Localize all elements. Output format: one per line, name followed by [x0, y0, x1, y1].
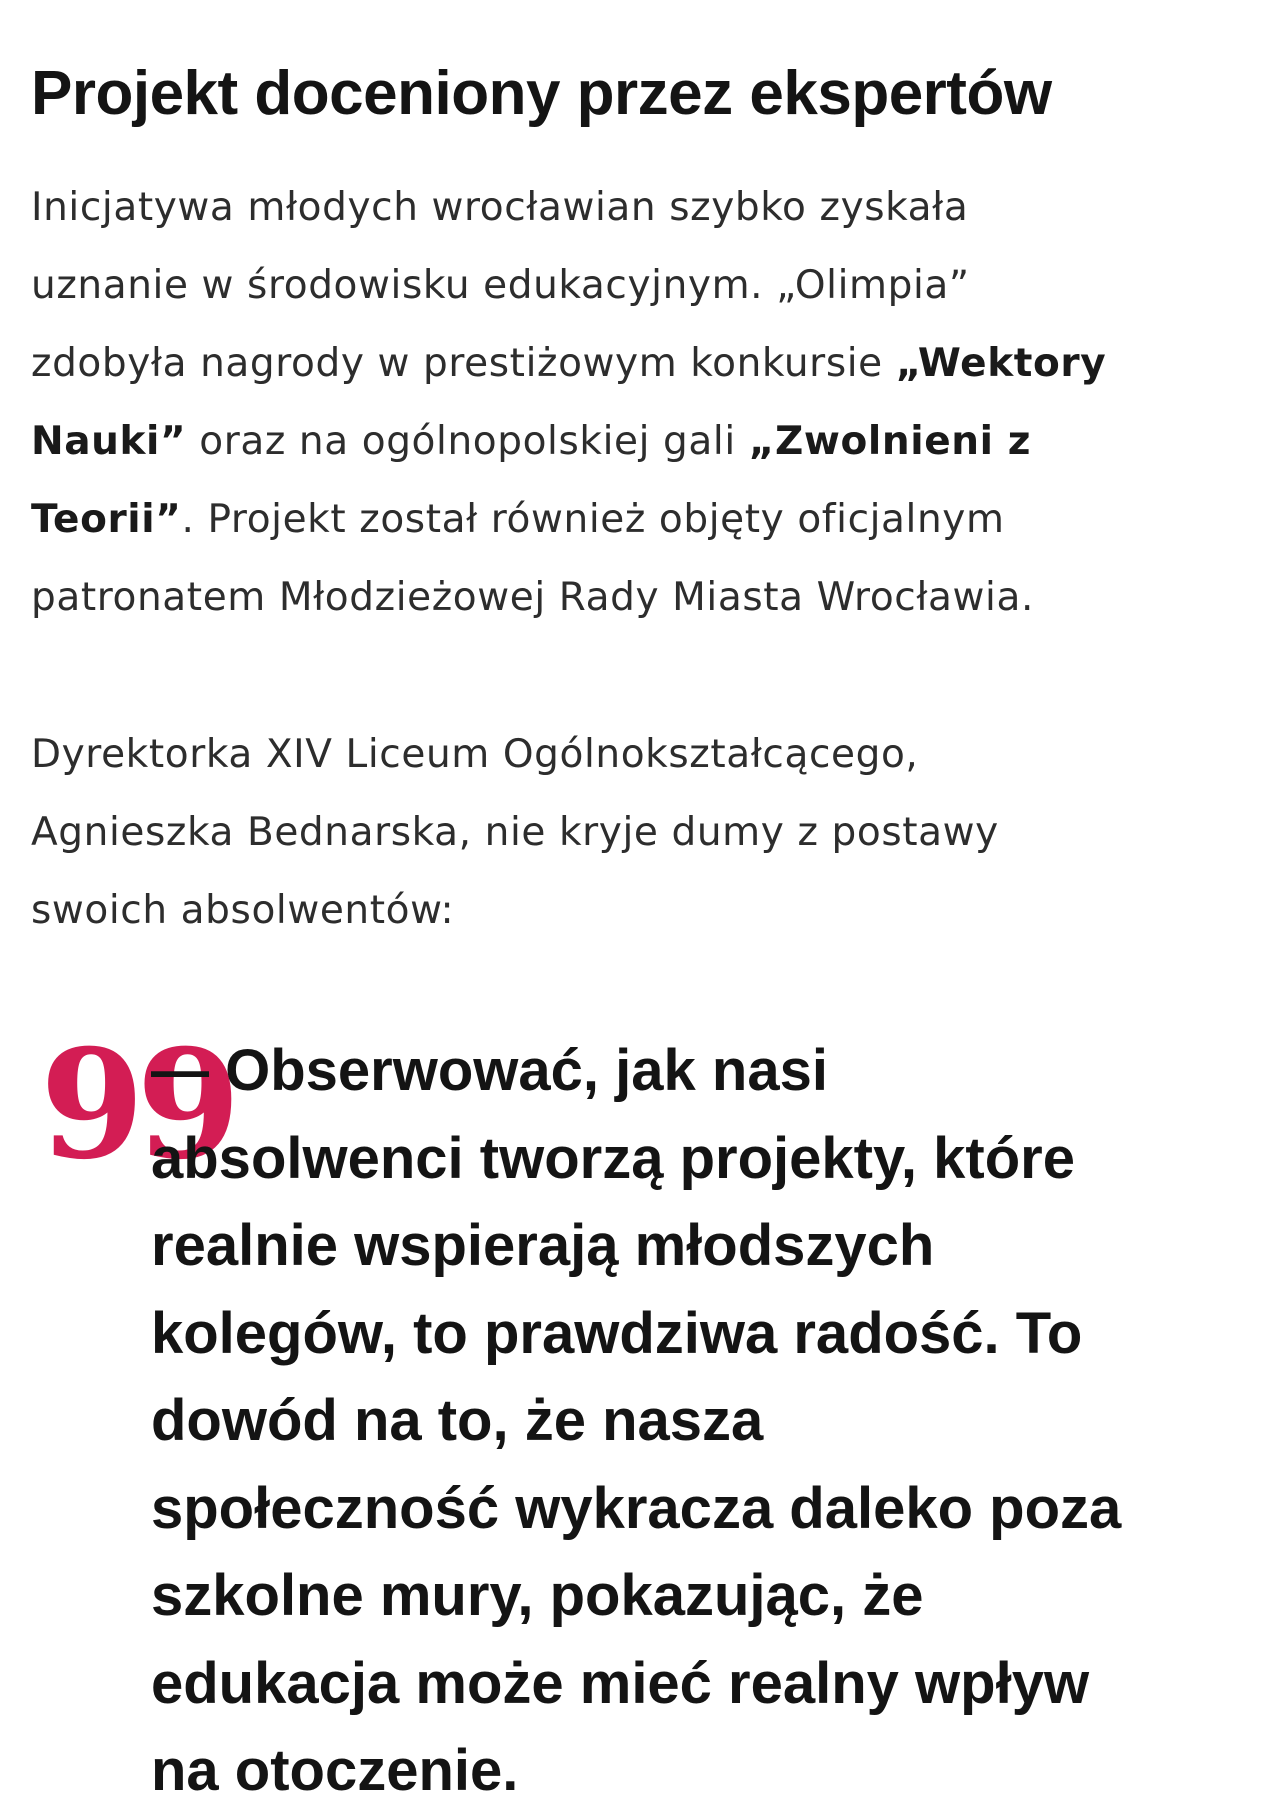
paragraph-line — [31, 403, 1106, 481]
paragraph-line — [31, 481, 1106, 559]
paragraph-text: oraz na ogólnopolskiej gali — [186, 419, 749, 464]
paragraph-line: patronatem Młodzieżowej Rady Miasta Wrocławia. — [31, 575, 1034, 620]
paragraph-director — [31, 716, 999, 950]
quote-line: — Obserwować, jak nasi — [151, 1038, 828, 1103]
award-name-zwolnieni-z-teorii-end: Teorii” — [31, 497, 182, 542]
quote-mark-icon: 99 — [40, 1017, 233, 1193]
quote-line: absolwenci tworzą projekty, które — [151, 1125, 1075, 1191]
paragraph-line — [31, 325, 1106, 403]
quote-line: społeczność wykracza daleko poza — [151, 1475, 1122, 1541]
quote-line: edukacja może mieć realny wpływ — [151, 1650, 1090, 1716]
award-name-wektory-nauki-end: Nauki” — [31, 419, 187, 464]
quote-line: kolegów, to prawdziwa radość. To — [151, 1300, 1083, 1366]
paragraph-line: Agnieszka Bednarska, nie kryje dumy z postawy — [31, 810, 999, 855]
quote-line: realnie wspierają młodszych — [151, 1213, 935, 1278]
section-heading: Projekt doceniony przez ekspertów — [31, 59, 1052, 128]
paragraph-line: swoich absolwentów: — [31, 888, 455, 933]
quote-line: szkolne mury, pokazując, że — [151, 1563, 924, 1628]
pull-quote — [151, 1027, 1121, 1815]
paragraph-line: Inicjatywa młodych wrocławian szybko zyskała — [31, 185, 969, 230]
award-name-zwolnieni-z-teorii: „Zwolnieni z — [748, 419, 1032, 464]
award-name-wektory-nauki: „Wektory — [895, 341, 1107, 386]
paragraph-text: zdobyła nagrody w prestiżowym konkursie — [31, 341, 896, 386]
paragraph-text: . Projekt został również objęty oficjalnym — [181, 497, 1005, 542]
quote-line: dowód na to, że nasza — [151, 1388, 764, 1453]
paragraph-line: uznanie w środowisku edukacyjnym. „Olimpia” — [31, 263, 970, 308]
paragraph-line: Dyrektorka XIV Liceum Ogólnokształcącego, — [31, 732, 919, 777]
paragraph-awards — [31, 169, 1106, 637]
quote-line: na otoczenie. — [151, 1738, 519, 1803]
